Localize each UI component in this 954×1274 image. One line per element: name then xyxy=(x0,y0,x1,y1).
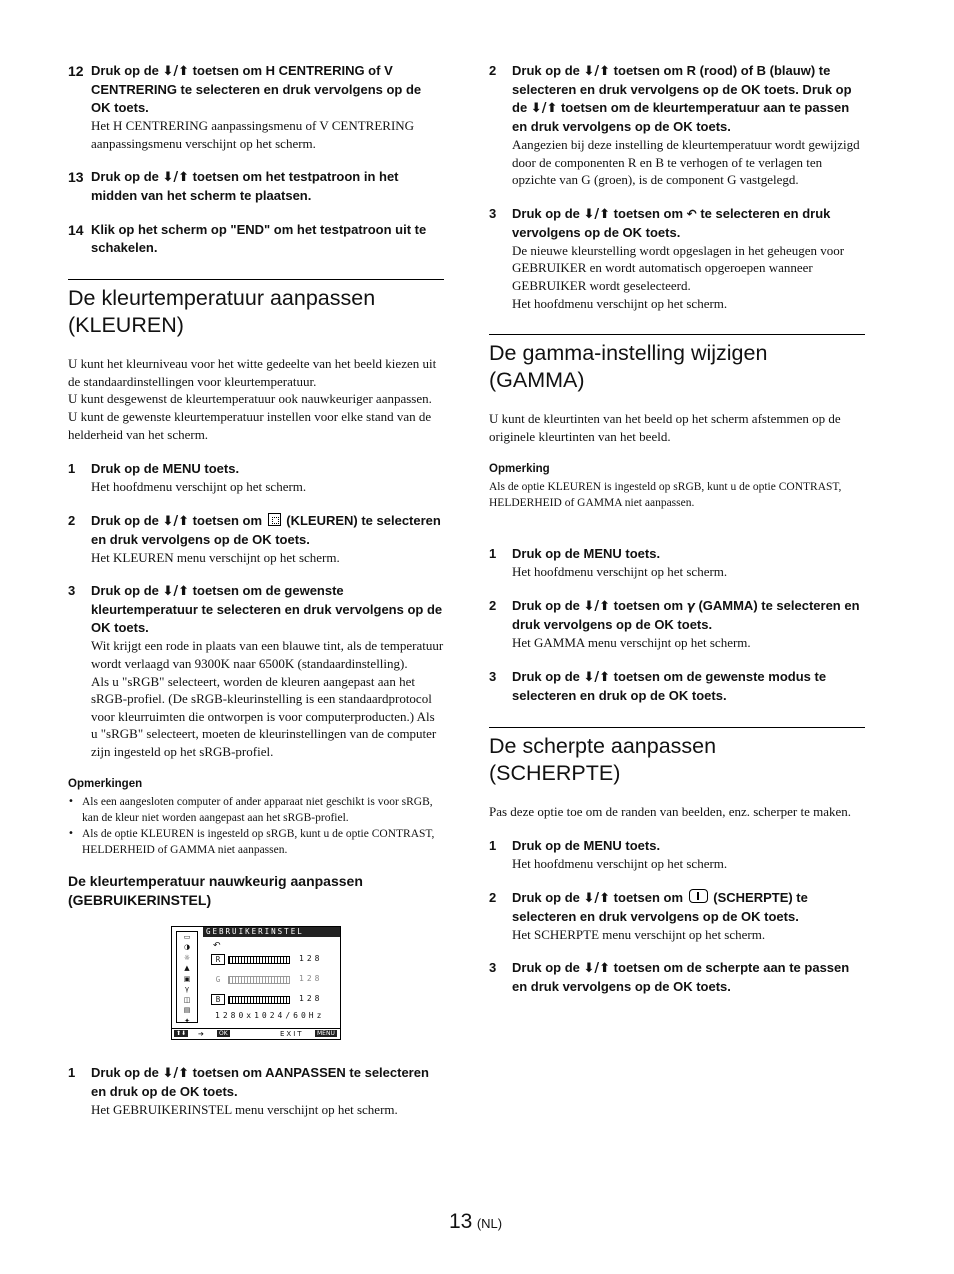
down-up-arrow-icon: ⬇/⬆ xyxy=(162,513,190,529)
gamma-step-3 xyxy=(489,668,865,705)
gamma-icon: γ xyxy=(184,985,190,993)
notes-title: Opmerkingen xyxy=(68,777,143,790)
step-14 xyxy=(68,221,444,257)
left-column xyxy=(68,62,444,1134)
step-description: Het GAMMA menu verschijnt op het scherm. xyxy=(512,634,751,650)
kleuren-step-2 xyxy=(68,512,444,567)
step-description: Het SCHERPTE menu verschijnt op het scherm. xyxy=(512,926,766,942)
step-description: Als u "sRGB" selecteert, worden de kleuren aangepast aan het sRGB-profiel. (De sRGB-kleurinstelling is een standaardprotocol voor kleurruimten die ontworpen is voor computerproducten.) Als u "sRGB" selecteert, moeten de kleurinstellingen van de computer zijn ingesteld op het sRGB-profiel. xyxy=(91,673,437,759)
option-icon: ▤ xyxy=(183,1006,191,1014)
color-icon: ▣ xyxy=(183,974,191,983)
sharpness-icon xyxy=(689,889,708,903)
section-intro: Pas deze optie toe om de randen van beelden, enz. scherper te maken. xyxy=(489,803,852,819)
kleuren-step-1 xyxy=(68,460,444,496)
note-text: Als de optie KLEUREN is ingesteld op sRGB, kunt u de optie CONTRAST, HELDERHEID of GAMMA niet aanpassen. xyxy=(489,481,842,510)
step-description: Het hoofdmenu verschijnt op het scherm. xyxy=(512,856,728,872)
step-instruction: Druk op de ⬇/⬆ toetsen om R (rood) of B (blauw) te selecteren en druk vervolgens op de OK toets. Druk op de ⬇/⬆ toetsen om de kleurtemperatuur aan te passen en druk vervolgens op de OK toets. xyxy=(512,63,852,134)
step-number: 13 xyxy=(68,169,84,186)
note-block xyxy=(489,462,865,511)
gamma-icon: γ xyxy=(686,598,695,613)
step-instruction: Druk op de ⬇/⬆ toetsen om γ (GAMMA) te selecteren en druk vervolgens op de OK toets. xyxy=(512,597,860,632)
note-item: • Als een aangesloten computer of ander apparaat niet geschikt is voor sRGB, kan de kleur niet worden aangepast aan het sRGB-profiel. xyxy=(68,794,444,826)
step-number: 3 xyxy=(489,960,497,976)
color-menu-icon xyxy=(268,513,281,526)
section-title-kleuren: De kleurtemperatuur aanpassen (KLEUREN) xyxy=(68,286,376,338)
scherpte-step-1 xyxy=(489,837,865,873)
input-icon: ▭ xyxy=(183,932,191,941)
step-number: 2 xyxy=(489,597,497,613)
step-instruction: Druk op de ⬇/⬆ toetsen om de scherpte aan te passen en druk vervolgens op de OK toets. xyxy=(512,960,850,995)
step-number: 2 xyxy=(489,63,497,78)
osd-row-g: G 128 xyxy=(211,974,225,984)
gebruikerinstel-step-2 xyxy=(489,62,865,189)
step-description: Het KLEUREN menu verschijnt op het scherm. xyxy=(91,549,340,565)
step-description: Het H CENTRERING aanpassingsmenu of V CENTRERING aanpassingsmenu verschijnt op het scherm. xyxy=(91,118,415,151)
gebruikerinstel-step-1 xyxy=(68,1064,444,1119)
step-number: 3 xyxy=(489,205,497,221)
step-description: Het GEBRUIKERINSTEL menu verschijnt op het scherm. xyxy=(91,1101,398,1117)
step-instruction: Druk op de ⬇/⬆ toetsen om (SCHERPTE) te selecteren en druk vervolgens op de OK toets. xyxy=(512,889,808,924)
step-number: 1 xyxy=(489,838,497,854)
step-instruction: Druk op de MENU toets. xyxy=(91,461,240,477)
step-number: 3 xyxy=(68,583,76,599)
note-item: • Als de optie KLEUREN is ingesteld op sRGB, kunt u de optie CONTRAST, HELDERHEID of GAMMA niet aanpassen. xyxy=(68,826,444,858)
gebruikerinstel-step-3 xyxy=(489,205,865,312)
scherpte-step-2 xyxy=(489,889,865,944)
step-instruction: Druk op de ⬇/⬆ toetsen om de gewenste kleurtemperatuur te selecteren en druk vervolgens op de OK toets. xyxy=(91,583,443,636)
lock-icon: ✦ xyxy=(184,1016,190,1025)
osd-row-r: R 128 xyxy=(211,954,225,964)
step-12 xyxy=(68,62,444,152)
step-number: 1 xyxy=(68,461,76,477)
down-up-arrow-icon: ⬇/⬆ xyxy=(583,890,611,906)
step-description: Aangezien bij deze instelling de kleurtemperatuur wordt gewijzigd door de componenten R en B te verhogen of te verlagen ten opzichte van G (groen), is de component G vastgelegd. xyxy=(512,137,860,188)
step-instruction: Druk op de MENU toets. xyxy=(512,838,661,854)
step-instruction: Druk op de ⬇/⬆ toetsen om het testpatroon in het midden van het scherm te plaatsen. xyxy=(91,169,399,204)
down-up-arrow-icon: ⬇/⬆ xyxy=(583,961,611,977)
step-13 xyxy=(68,168,444,205)
notes-block xyxy=(68,777,444,858)
step-number: 1 xyxy=(489,546,497,562)
note-title: Opmerking xyxy=(489,463,550,476)
kleuren-step-3 xyxy=(68,582,444,760)
section-divider xyxy=(68,279,444,280)
down-up-arrow-icon: ⬇/⬆ xyxy=(530,101,558,116)
return-icon: ↶ xyxy=(213,940,221,951)
step-instruction: Druk op de ⬇/⬆ toetsen om (KLEUREN) te selecteren en druk vervolgens op de OK toets. xyxy=(91,512,441,547)
step-instruction: Klik op het scherm op "END" om het testpatroon uit te schakelen. xyxy=(91,222,427,256)
section-intro: U kunt de kleurtinten van het beeld op het scherm afstemmen op de originele kleurtinten van het beeld. xyxy=(489,411,841,444)
down-up-arrow-icon: ⬇/⬆ xyxy=(162,64,190,79)
arrow-icon: ➔ xyxy=(198,1029,206,1038)
step-number: 14 xyxy=(68,222,84,239)
sharpness-icon: ◫ xyxy=(183,995,191,1004)
down-up-arrow-icon: ⬇/⬆ xyxy=(162,584,190,600)
geometry-icon: ▲ xyxy=(184,964,190,972)
step-instruction: Druk op de ⬇/⬆ toetsen om H CENTRERING of V CENTRERING te selecteren en druk vervolgens op de OK toets. xyxy=(91,63,422,115)
down-up-arrow-icon: ⬇/⬆ xyxy=(162,170,190,186)
step-instruction: Druk op de ⬇/⬆ toetsen om ↶ te selecteren en druk vervolgens op de OK toets. xyxy=(512,205,831,240)
step-description: Wit krijgt een rode in plaats van een blauwe tint, als de temperatuur wordt verlaagd van 9300K naar 6500K (standaardinstelling). xyxy=(91,638,444,671)
down-up-arrow-icon: ⬇/⬆ xyxy=(583,64,611,79)
step-number: 1 xyxy=(68,1064,76,1080)
step-description: De nieuwe kleurstelling wordt opgeslagen in het geheugen voor GEBRUIKER en wordt automatisch opgeroepen wanneer GEBRUIKER wordt geselecteerd. xyxy=(512,242,845,293)
exit-label: EXIT xyxy=(280,1029,304,1038)
osd-menu-illustration xyxy=(171,926,341,1040)
scherpte-step-3 xyxy=(489,959,865,996)
section-divider xyxy=(489,727,865,728)
section-title-scherpte: De scherpte aanpassen (SCHERPTE) xyxy=(489,733,717,785)
step-number: 2 xyxy=(489,889,497,905)
step-instruction: Druk op de ⬇/⬆ toetsen om AANPASSEN te selecteren en druk op de OK toets. xyxy=(91,1064,429,1099)
gamma-step-2 xyxy=(489,597,865,652)
step-instruction: Druk op de MENU toets. xyxy=(512,546,661,562)
page-number: 13 (NL) xyxy=(449,1210,503,1233)
updown-key-icon: ⬆⬇ xyxy=(176,1029,187,1037)
step-description: Het hoofdmenu verschijnt op het scherm. xyxy=(91,479,307,495)
osd-title: GEBRUIKERINSTEL xyxy=(203,927,340,937)
osd-sidebar xyxy=(176,931,198,1023)
brightness-icon: ☼ xyxy=(183,953,191,962)
down-up-arrow-icon: ⬇/⬆ xyxy=(162,1065,190,1081)
section-title-gamma: De gamma-instelling wijzigen (GAMMA) xyxy=(489,341,768,393)
gamma-step-1 xyxy=(489,545,865,581)
contrast-icon: ◑ xyxy=(183,943,191,951)
down-up-arrow-icon: ⬇/⬆ xyxy=(583,206,611,222)
osd-row-b: B 128 xyxy=(211,994,225,1004)
section-intro: U kunt het kleurniveau voor het witte gedeelte van het beeld kiezen uit de standaardinstellingen voor kleurtemperatuur. U kunt desgewenst de kleurtemperatuur ook nauwkeuriger aanpassen. U kunt de gewenste kleurtemperatuur instellen voor elke stand van de helderheid van het scherm. xyxy=(68,356,437,442)
menu-key: MENU xyxy=(317,1029,335,1037)
step-number: 3 xyxy=(489,668,497,684)
osd-resolution: 1280x1024/60Hz xyxy=(215,1010,325,1020)
step-number: 2 xyxy=(68,512,76,528)
step-instruction: Druk op de ⬇/⬆ toetsen om de gewenste modus te selecteren en druk op de OK toets. xyxy=(512,668,827,703)
step-description: Het hoofdmenu verschijnt op het scherm. xyxy=(512,295,728,311)
return-icon: ↶ xyxy=(686,206,697,221)
down-up-arrow-icon: ⬇/⬆ xyxy=(583,598,611,614)
down-up-arrow-icon: ⬇/⬆ xyxy=(583,669,611,685)
step-number: 12 xyxy=(68,63,84,79)
ok-key: OK xyxy=(219,1029,228,1037)
osd-footer xyxy=(172,1028,340,1039)
step-description: Het hoofdmenu verschijnt op het scherm. xyxy=(512,564,728,580)
subsection-title: De kleurtemperatuur nauwkeurig aanpassen (GEBRUIKERINSTEL) xyxy=(68,872,363,908)
right-column xyxy=(489,62,865,1012)
section-divider xyxy=(489,334,865,335)
